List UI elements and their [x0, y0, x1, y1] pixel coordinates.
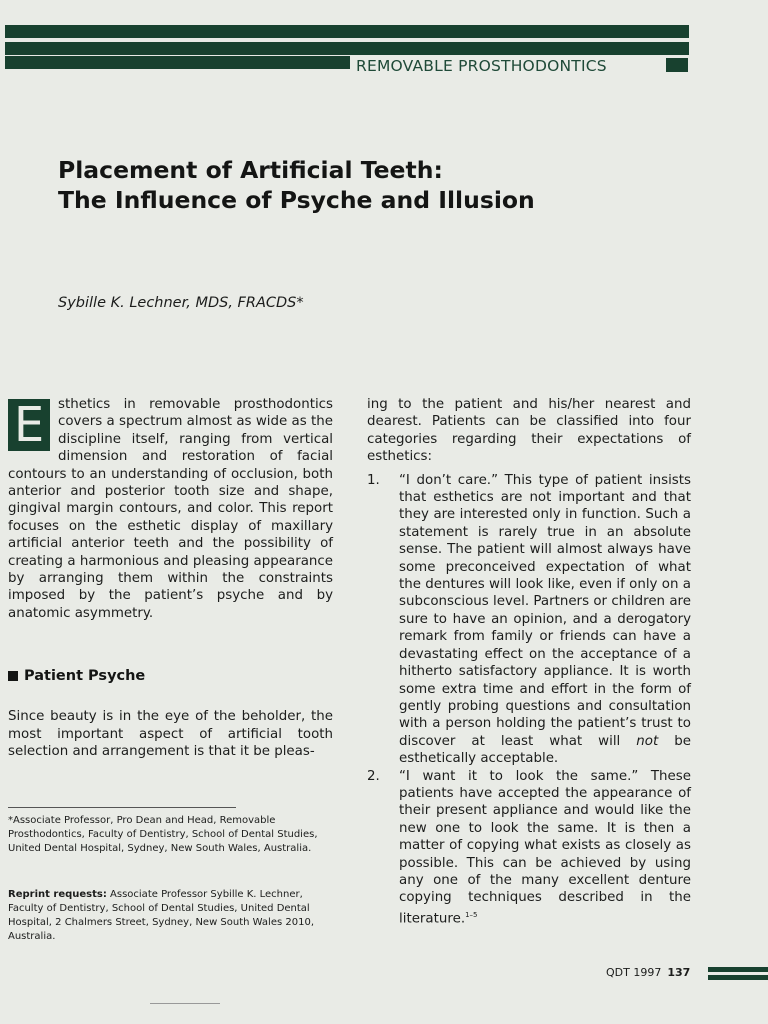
bottom-divider — [150, 1003, 220, 1004]
list-item — [367, 768, 691, 928]
reprint-label: Reprint requests: — [8, 889, 107, 900]
emphasis: not — [636, 733, 659, 749]
header-bar-top — [5, 25, 689, 38]
page-number: 137 — [667, 966, 691, 979]
affiliation-footnote: *Associate Professor, Pro Dean and Head, Removable Prosthodontics, Faculty of Dentistry, School of Dental Studies, United Dental Hospital, Sydney, New South Wales, Australia. — [8, 815, 318, 854]
journal-name: QDT 1997 — [606, 966, 662, 979]
section-label: REMOVABLE PROSTHODONTICS — [356, 57, 607, 75]
intro-text: sthetics in removable prosthodontics covers a spectrum almost as wide as the discipline itself, ranging from vertical dimension and restoration of facial contours to an understanding of occlusion, both anterior and posterior tooth size and shape, gingival margin contours, and color. This report focuses on the esthetic display of maxillary artificial anterior teeth and the possibility of creating a harmonious and pleasing appearance by arranging them within the constraints imposed by the patient’s psyche and by anatomic asymmetry. — [8, 397, 333, 621]
header-square — [666, 58, 688, 72]
footnote-rule — [8, 807, 236, 808]
section-paragraph-left: Since beauty is in the eye of the beholder, the most important aspect of artificial tooth selection and arrangement is that it be pleas- — [8, 709, 333, 760]
folio-bar-bottom — [708, 975, 768, 980]
section-paragraph-right: ing to the patient and his/her nearest and dearest. Patients can be classified into four categories regarding their expectations of esthetics: — [367, 397, 691, 465]
list-item-number: 1. — [367, 472, 380, 488]
list-item-text: “I want it to look the same.” These patients have accepted the appearance of their present appliance and would like the new one to look the same. It is then a matter of copying what exists as closely as possible. This can be achieved by using any one of the many excellent denture copying techniques described in the literature.$^{1-5}$ — [399, 768, 691, 927]
expectation-list — [367, 472, 691, 928]
section-heading-text: Patient Psyche — [24, 668, 146, 685]
reprint-text: Associate Professor Sybille K. Lechner, Faculty of Dentistry, School of Dental Studies, United Dental Hospital, 2 Chalmers Street, Sydney, New South Wales 2010, Australia. — [8, 889, 314, 942]
section-heading — [8, 668, 333, 684]
title-line-1: Placement of Artificial Teeth: — [58, 156, 443, 184]
intro-paragraph — [8, 396, 333, 622]
square-bullet-icon — [8, 671, 18, 681]
list-item-text: “I don’t care.” This type of patient insists that esthetics are not important and that they are interested only in function. Such a statement is rarely true in an absolute sense. The patient will almost always have some preconceived expectation of what the dentures will look like, even if only on a subconscious level. Partners or children are sure to have an opinion, and a derogatory remark from family or friends can have a devastating effect on the acceptance of a hitherto satisfactory appliance. It is worth some extra time and effort in the form of gently probing questions and consultation with a person holding the patient’s trust to discover at least what will not be esthetically acceptable. — [399, 472, 691, 767]
reprint-footnote — [8, 888, 328, 944]
header-bar-middle — [5, 42, 689, 55]
list-item-number: 2. — [367, 768, 380, 784]
right-column — [367, 396, 691, 928]
folio — [606, 966, 690, 979]
header-bar-bottom — [5, 56, 350, 69]
article-title — [58, 155, 535, 215]
citation-ref: 1–5 — [465, 910, 478, 919]
folio-bar-top — [708, 967, 768, 972]
drop-cap: E — [8, 399, 50, 451]
left-column — [8, 396, 333, 761]
title-line-2: The Influence of Psyche and Illusion — [58, 186, 535, 214]
list-item — [367, 472, 691, 768]
author-line: Sybille K. Lechner, MDS, FRACDS* — [58, 295, 304, 311]
